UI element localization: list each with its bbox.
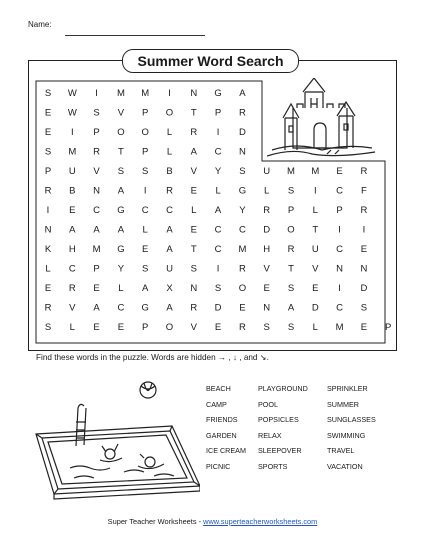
word-item: SPORTS — [258, 461, 288, 471]
grid-letter: O — [117, 127, 125, 138]
grid-letter: P — [93, 263, 100, 275]
grid-letter: D — [263, 224, 271, 236]
grid-letter: I — [168, 88, 171, 99]
word-item: VACATION — [327, 461, 363, 471]
grid-letter: Y — [117, 263, 125, 275]
grid-letter: T — [190, 244, 197, 255]
grid-letter: T — [190, 107, 197, 119]
grid-letter: A — [214, 205, 222, 216]
grid-letter: F — [360, 185, 367, 197]
grid-letter: H — [68, 244, 76, 255]
grid-letter: E — [312, 283, 319, 294]
grid-letter: E — [360, 322, 368, 333]
grid-letter: E — [44, 107, 52, 119]
word-item: SUNGLASSES — [327, 415, 376, 425]
grid-letter: R — [190, 302, 198, 314]
grid-letter: U — [263, 166, 271, 177]
grid-letter: S — [263, 322, 270, 333]
word-item: GARDEN — [206, 430, 237, 440]
grid-letter: I — [216, 263, 220, 275]
grid-letter: V — [117, 107, 125, 119]
grid-letter: S — [44, 146, 52, 158]
grid-letter: M — [68, 146, 77, 158]
grid-letter: R — [287, 244, 295, 255]
grid-letter: R — [190, 127, 198, 138]
grid-letter: I — [46, 205, 50, 216]
grid-letter: O — [238, 283, 247, 294]
grid-letter: E — [239, 302, 246, 314]
grid-letter: S — [93, 107, 100, 119]
grid-letter: I — [338, 283, 341, 294]
grid-letter: I — [143, 185, 147, 197]
grid-letter: S — [214, 283, 222, 294]
grid-letter: K — [44, 244, 52, 255]
grid-letter: A — [166, 224, 173, 236]
grid-letter: G — [117, 244, 125, 255]
grid-letter: M — [335, 322, 344, 333]
grid-letter: E — [360, 244, 368, 255]
grid-letter: R — [360, 205, 368, 216]
grid-letter: P — [93, 127, 100, 138]
grid-letter: R — [44, 302, 52, 314]
grid-letter: D — [238, 127, 246, 138]
grid-letter: M — [116, 88, 125, 99]
grid-letter: O — [165, 107, 174, 119]
grid-letter: E — [190, 185, 197, 197]
grid-letter: S — [190, 263, 197, 275]
grid-letter: I — [95, 88, 98, 99]
grid-letter: A — [166, 244, 173, 255]
word-item: TRAVEL — [327, 446, 355, 456]
grid-letter: L — [312, 205, 318, 216]
grid-letter: V — [263, 263, 270, 275]
grid-letter: B — [69, 185, 76, 197]
grid-letter: Y — [239, 205, 246, 216]
grid-letter: P — [385, 322, 392, 333]
grid-letter: B — [166, 166, 173, 177]
grid-letter: L — [69, 322, 75, 333]
grid-letter: R — [263, 205, 271, 216]
grid-letter: H — [263, 244, 271, 255]
grid-letter: C — [166, 205, 173, 216]
grid-letter: I — [362, 224, 366, 236]
grid-letter: N — [263, 302, 271, 314]
grid-letter: N — [44, 224, 52, 236]
grid-letter: A — [117, 185, 125, 197]
grid-letter: U — [68, 166, 76, 177]
grid-letter: S — [239, 166, 246, 177]
grid-letter: N — [190, 283, 198, 294]
grid-letter: C — [214, 146, 222, 158]
grid-letter: L — [166, 127, 173, 138]
word-item: PLAYGROUND — [258, 384, 308, 393]
name-label: Name: — [28, 20, 52, 29]
word-item: PICNIC — [206, 461, 231, 471]
grid-border — [36, 81, 385, 343]
grid-letter: P — [336, 205, 343, 216]
grid-letter: S — [44, 322, 52, 333]
grid-letter: A — [287, 302, 295, 314]
grid-letter: P — [142, 146, 149, 158]
grid-letter: D — [360, 283, 368, 294]
footer-link[interactable]: www.superteacherworksheets.com — [203, 517, 318, 526]
grid-letter: E — [263, 283, 270, 294]
grid-letter: R — [238, 263, 246, 275]
grid-letter: C — [336, 244, 344, 255]
grid-letter: T — [117, 146, 124, 158]
word-item: CAMP — [206, 399, 227, 409]
word-item: SWIMMING — [327, 430, 366, 440]
grid-letter: A — [117, 224, 125, 236]
grid-letter: Y — [214, 166, 222, 177]
grid-letter: G — [117, 205, 125, 216]
grid-letter: L — [312, 322, 318, 333]
grid-letter: S — [44, 88, 52, 99]
grid-letter: C — [336, 185, 344, 197]
grid-letter: N — [190, 88, 198, 99]
word-item: SPRINKLER — [327, 384, 368, 393]
grid-letter: I — [313, 185, 317, 197]
grid-letter: V — [69, 302, 76, 314]
grid-letter: C — [68, 263, 76, 275]
word-item: SLEEPOVER — [258, 446, 302, 456]
grid-letter: D — [214, 302, 222, 314]
grid-letter: S — [142, 263, 149, 275]
grid-letter: A — [93, 224, 100, 236]
grid-letter: M — [92, 244, 101, 255]
grid-letter: C — [214, 224, 222, 236]
grid-letter: T — [312, 224, 319, 236]
grid-letter: G — [141, 302, 149, 314]
grid-letter: G — [238, 185, 247, 197]
instructions: Find these words in the puzzle. Words are hidden → , ↓ , and ↘. — [36, 353, 269, 362]
grid-letter: R — [166, 185, 173, 197]
grid-letter: W — [67, 107, 77, 119]
grid-letter: O — [141, 127, 149, 138]
grid-letter: O — [165, 322, 174, 333]
grid-letter: L — [45, 263, 51, 275]
grid-letter: E — [93, 283, 100, 294]
word-item: ICE CREAM — [206, 446, 246, 456]
grid-letter: M — [287, 166, 295, 177]
grid-letter: C — [93, 205, 101, 216]
grid-letter: E — [44, 127, 52, 138]
grid-letter: L — [142, 224, 148, 236]
grid-letter: L — [118, 283, 124, 294]
grid-letter: L — [215, 185, 221, 197]
grid-letter: E — [214, 322, 222, 333]
grid-letter: C — [117, 302, 125, 314]
grid-letter: N — [93, 185, 101, 197]
page-title-text: Summer Word Search — [137, 53, 284, 69]
grid-letter: W — [67, 88, 77, 99]
grid-letter: E — [190, 224, 197, 236]
grid-letter: L — [264, 185, 270, 197]
grid-letter: U — [166, 263, 173, 275]
grid-letter: N — [238, 146, 246, 158]
grid-letter: N — [336, 263, 344, 275]
grid-letter: I — [216, 127, 220, 138]
grid-letter: C — [141, 205, 149, 216]
word-item: FRIENDS — [206, 415, 238, 425]
grid-letter: N — [360, 263, 368, 275]
grid-letter: X — [166, 283, 173, 294]
grid-letter: S — [117, 166, 125, 177]
grid-letter: E — [69, 205, 76, 216]
grid-letter: R — [238, 322, 246, 333]
word-item: SUMMER — [327, 399, 359, 409]
grid-letter: E — [93, 322, 100, 333]
grid-letter: C — [214, 244, 222, 255]
grid-letter: E — [336, 166, 343, 177]
footer-text: Super Teacher Worksheets - — [107, 517, 204, 526]
grid-letter: S — [142, 166, 149, 177]
grid-letter: L — [166, 146, 173, 158]
grid-letter: M — [311, 166, 320, 177]
grid-letter: V — [190, 322, 197, 333]
word-item: BEACH — [206, 384, 231, 393]
word-item: POOL — [258, 399, 278, 409]
grid-letter: P — [142, 322, 149, 333]
grid-letter: R — [238, 107, 246, 119]
grid-letter: E — [44, 283, 52, 294]
grid-letter: P — [44, 166, 52, 177]
grid-letter: L — [191, 205, 197, 216]
grid-letter: P — [287, 205, 295, 216]
grid-letter: M — [141, 88, 150, 99]
grid-letter: R — [360, 166, 368, 177]
grid-letter: V — [312, 263, 319, 275]
grid-letter: I — [70, 127, 74, 138]
grid-letter: S — [287, 283, 295, 294]
grid-letter: G — [214, 88, 222, 99]
grid-letter: S — [287, 322, 295, 333]
grid-letter: A — [142, 283, 149, 294]
grid-letter: E — [117, 322, 125, 333]
grid-letter: I — [338, 224, 341, 236]
grid-letter: A — [239, 88, 246, 99]
grid-letter: M — [238, 244, 247, 255]
grid-letter: D — [311, 302, 319, 314]
grid-letter: P — [142, 107, 149, 119]
grid-letter: A — [69, 224, 76, 236]
grid-letter: R — [68, 283, 76, 294]
grid-letter: V — [190, 166, 197, 177]
word-item: POPSICLES — [258, 415, 299, 425]
grid-letter: A — [190, 146, 197, 158]
grid-letter: V — [93, 166, 100, 177]
grid-letter: P — [214, 107, 222, 119]
page-title — [122, 49, 299, 73]
grid-letter: A — [166, 302, 173, 314]
grid-letter: O — [287, 224, 295, 236]
word-item: RELAX — [258, 430, 282, 440]
grid-letter: A — [93, 302, 100, 314]
grid-letter: U — [311, 244, 319, 255]
grid-letter: R — [44, 185, 52, 197]
grid-letter: C — [238, 224, 246, 236]
grid-letter: S — [287, 185, 295, 197]
grid-letter: T — [288, 263, 294, 275]
grid-letter: E — [142, 244, 149, 255]
grid-letter: C — [336, 302, 344, 314]
grid-letter: S — [360, 302, 368, 314]
grid-letter: R — [93, 146, 101, 158]
